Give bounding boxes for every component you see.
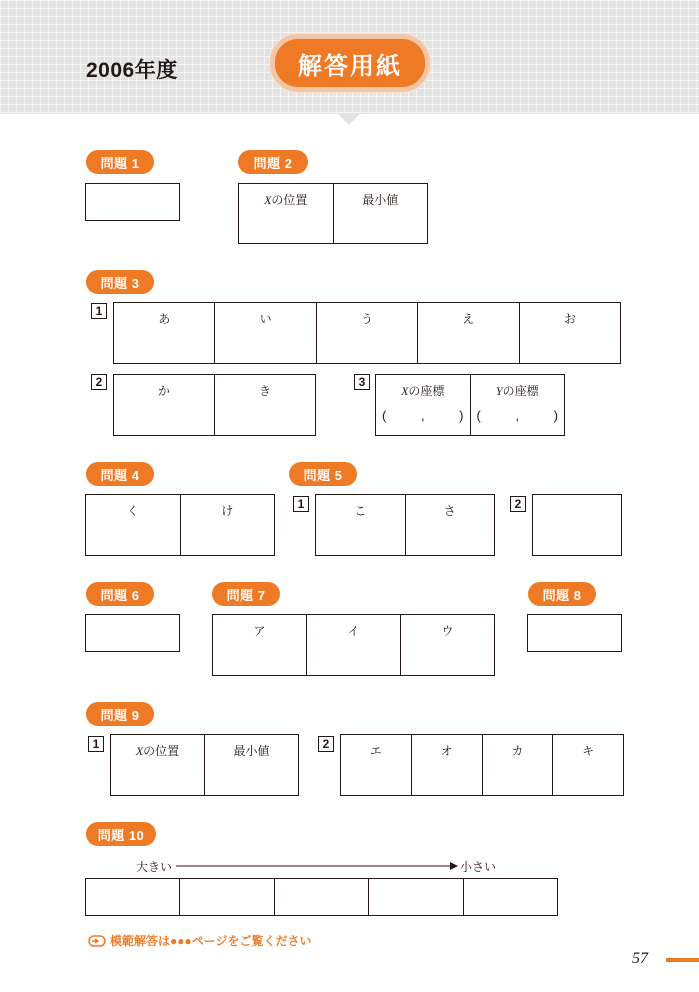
- open-paren: (: [476, 408, 481, 423]
- answer-cell[interactable]: う: [316, 303, 417, 363]
- ranking-cell[interactable]: [368, 879, 462, 915]
- question-9-label: 問題 9: [86, 702, 154, 726]
- answer-cell[interactable]: く: [126, 504, 139, 518]
- arrow-right-label: 小さい: [459, 859, 496, 874]
- question-8-answer-box[interactable]: [527, 614, 622, 652]
- answer-cell[interactable]: き: [214, 375, 315, 435]
- answer-cell[interactable]: ウ: [400, 615, 494, 675]
- cell-header: 最小値: [362, 193, 399, 207]
- cell-header: の座標: [408, 384, 445, 398]
- x-position-cell[interactable]: [111, 735, 204, 795]
- question-2-table: [238, 183, 428, 244]
- variable-x: X: [264, 193, 272, 207]
- question-3-part-3-number: 3: [354, 374, 370, 390]
- model-answer-text: 模範解答は●●●ページをご覧ください: [110, 934, 312, 948]
- cell-header: 最小値: [233, 744, 270, 758]
- answer-cell[interactable]: カ: [482, 735, 553, 795]
- question-1-label: 問題 1: [86, 150, 154, 174]
- question-3-part-1-table: [113, 302, 621, 364]
- order-arrow: [136, 858, 496, 874]
- answer-cell[interactable]: あ: [158, 312, 171, 326]
- question-5-part-1-number: 1: [293, 496, 309, 512]
- question-2-label: 問題 2: [238, 150, 308, 174]
- comma: ,: [515, 408, 520, 423]
- page-number: 57: [632, 950, 648, 967]
- answer-cell[interactable]: お: [519, 303, 620, 363]
- variable-x: X: [135, 744, 144, 758]
- question-3-part-2-table: [113, 374, 316, 436]
- question-5-part-1-table: [315, 494, 495, 556]
- cell-header: の位置: [271, 193, 308, 207]
- answer-cell[interactable]: え: [417, 303, 518, 363]
- variable-y: Y: [495, 384, 503, 398]
- question-6-label: 問題 6: [86, 582, 154, 606]
- header-notch: [337, 113, 361, 125]
- answer-cell[interactable]: キ: [552, 735, 623, 795]
- question-3-part-2-number: 2: [91, 374, 107, 390]
- question-7-table: [212, 614, 495, 676]
- arrow-left-label: 大きい: [136, 859, 173, 874]
- answer-cell[interactable]: ア: [253, 624, 266, 638]
- y-coordinate-cell[interactable]: [470, 375, 565, 435]
- question-10-table: [85, 878, 558, 916]
- ranking-cell[interactable]: [463, 879, 557, 915]
- question-9-part-1-number: 1: [88, 736, 104, 752]
- cell-header: の座標: [502, 384, 539, 398]
- page-title: 解答用紙: [270, 34, 430, 92]
- question-5-label: 問題 5: [289, 462, 357, 486]
- model-answer-note: [88, 932, 312, 949]
- hand-pointer-icon: [88, 934, 106, 948]
- answer-cell[interactable]: さ: [405, 495, 495, 555]
- question-3-part-1-number: 1: [91, 303, 107, 319]
- question-5-part-2-number: 2: [510, 496, 526, 512]
- question-4-table: [85, 494, 275, 556]
- answer-cell[interactable]: オ: [411, 735, 482, 795]
- question-9-part-2-number: 2: [318, 736, 334, 752]
- question-5-part-2-answer-box[interactable]: [532, 494, 622, 556]
- coordinate-brackets: [471, 408, 565, 423]
- answer-cell[interactable]: か: [157, 384, 170, 398]
- x-coordinate-cell[interactable]: [376, 375, 470, 435]
- variable-x: X: [401, 384, 409, 398]
- close-paren: ): [553, 408, 558, 423]
- page-accent-bar: [666, 958, 699, 962]
- close-paren: ): [459, 408, 464, 423]
- question-6-answer-box[interactable]: [85, 614, 180, 652]
- question-3-label: 問題 3: [86, 270, 154, 294]
- coordinate-brackets: [376, 408, 470, 423]
- ranking-cell[interactable]: [274, 879, 368, 915]
- question-8-label: 問題 8: [528, 582, 596, 606]
- comma: ,: [420, 408, 425, 423]
- year-label: 2006年度: [86, 59, 178, 82]
- ranking-cell[interactable]: [86, 879, 179, 915]
- question-3-part-3-table: [375, 374, 565, 436]
- cell-header: の位置: [143, 744, 180, 758]
- min-value-cell[interactable]: [204, 735, 298, 795]
- question-7-label: 問題 7: [212, 582, 280, 606]
- question-2-cell-min-value[interactable]: [333, 184, 428, 243]
- answer-cell[interactable]: こ: [354, 504, 367, 518]
- open-paren: (: [382, 408, 387, 423]
- question-2-cell-x-position[interactable]: [239, 184, 333, 243]
- ranking-cell[interactable]: [179, 879, 273, 915]
- question-4-label: 問題 4: [86, 462, 154, 486]
- question-9-part-2-table: [340, 734, 624, 796]
- arrow-right-icon: [174, 861, 458, 871]
- question-1-answer-box[interactable]: [85, 183, 180, 221]
- question-9-part-1-table: [110, 734, 299, 796]
- answer-cell[interactable]: イ: [306, 615, 400, 675]
- answer-cell[interactable]: エ: [369, 744, 382, 758]
- question-10-label: 問題 10: [86, 822, 156, 846]
- answer-cell[interactable]: け: [180, 495, 275, 555]
- answer-cell[interactable]: い: [214, 303, 315, 363]
